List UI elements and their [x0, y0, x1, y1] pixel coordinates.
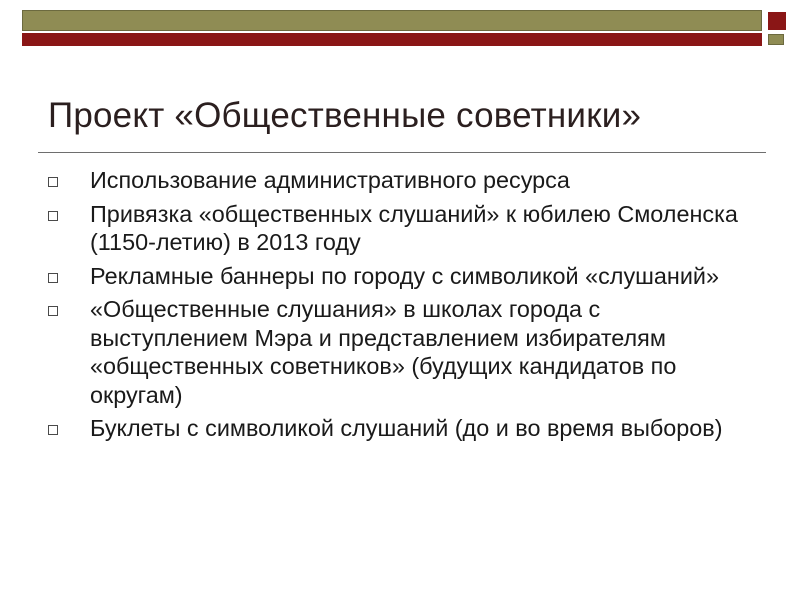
bullet-list [44, 166, 764, 448]
bullet-text: Рекламные баннеры по городу с символикой «слушаний» [90, 262, 719, 289]
bullet-item [44, 414, 764, 443]
bullet-item [44, 166, 764, 195]
header-olive-square [768, 34, 784, 45]
bullet-item [44, 295, 764, 409]
square-bullet-icon [48, 425, 58, 435]
header-olive-bar [22, 10, 762, 31]
header-maroon-square [768, 12, 786, 30]
square-bullet-icon [48, 211, 58, 221]
bullet-text: Привязка «общественных слушаний» к юбилею Смоленска (1150-летию) в 2013 году [90, 200, 738, 255]
slide-title: Проект «Общественные советники» [48, 96, 642, 135]
bullet-text: Буклеты с символикой слушаний (до и во время выборов) [90, 415, 723, 441]
square-bullet-icon [48, 177, 58, 187]
square-bullet-icon [48, 273, 58, 283]
header-maroon-bar [22, 33, 762, 46]
bullet-item [44, 262, 764, 291]
bullet-text: Использование административного ресурса [90, 167, 570, 193]
bullet-item [44, 200, 764, 257]
bullet-text: «Общественные слушания» в школах города с выступлением Мэра и представлением избирателям «общественных советников» (будущих кандидатов по округам) [90, 296, 677, 408]
title-divider [38, 152, 766, 153]
square-bullet-icon [48, 306, 58, 316]
